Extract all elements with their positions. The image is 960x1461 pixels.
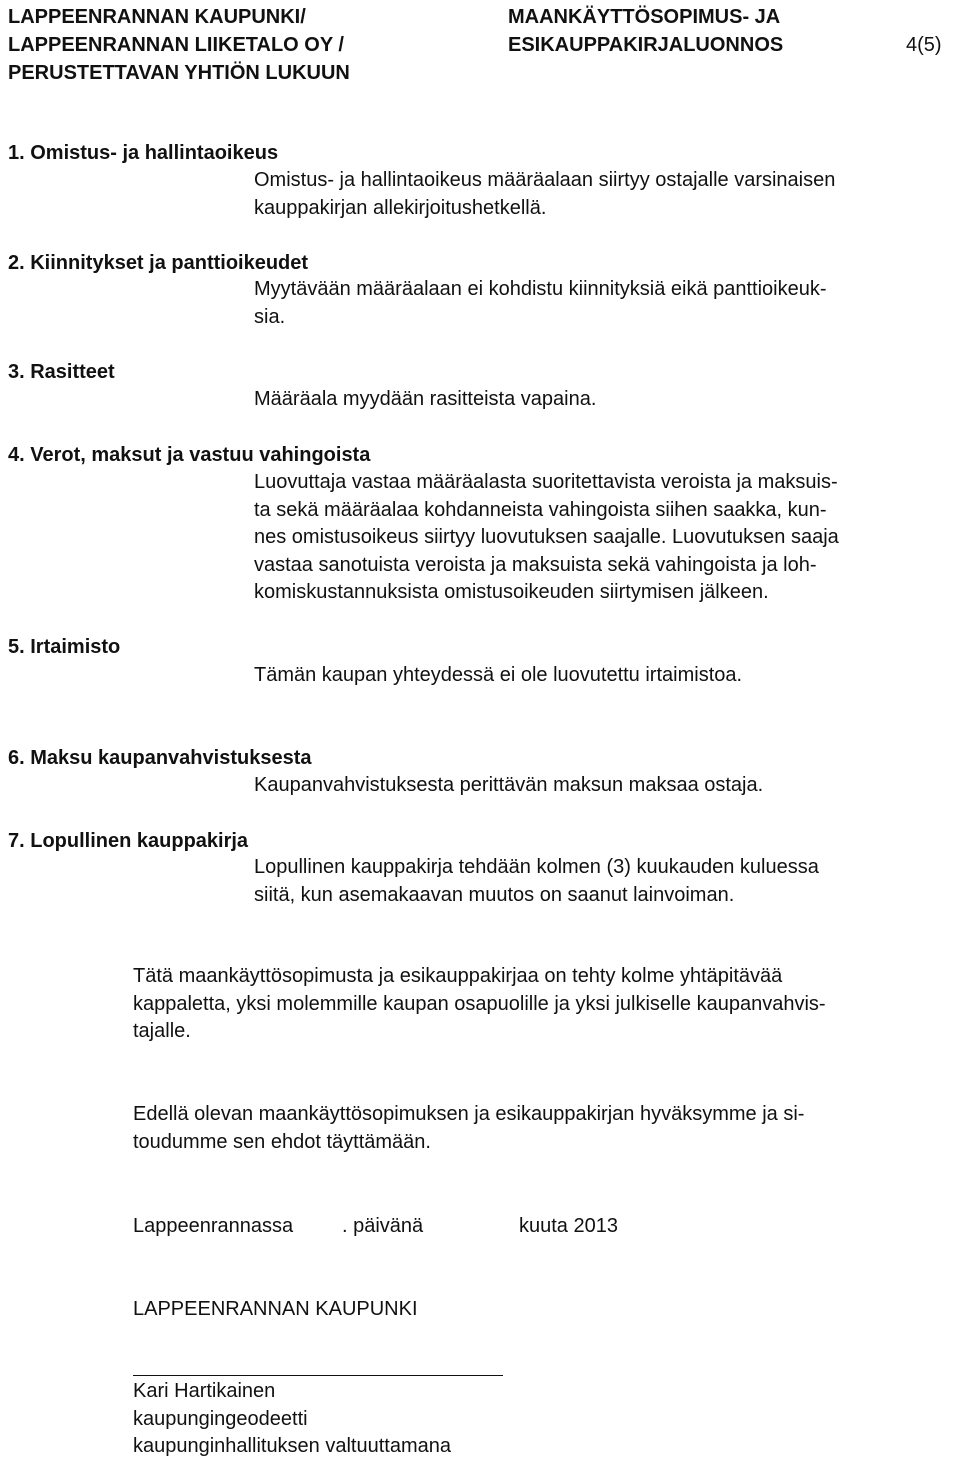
section-body bbox=[254, 386, 954, 414]
header-document-title bbox=[508, 3, 783, 59]
date-place: Lappeenrannassa bbox=[133, 1215, 294, 1237]
page-number: 4(5) bbox=[906, 34, 942, 56]
header-title-line: MAANKÄYTTÖSOPIMUS- JA bbox=[508, 6, 781, 28]
header-party-line: LAPPEENRANNAN LIIKETALO OY / bbox=[8, 34, 344, 56]
section-body bbox=[254, 662, 954, 690]
section-title: 1. Omistus- ja hallintaoikeus bbox=[8, 142, 279, 164]
closing-line: kappaletta, yksi molemmille kaupan osapuolille ja yksi julkiselle kaupanvahvis- bbox=[133, 992, 826, 1015]
section-body bbox=[254, 167, 954, 222]
section-title: 4. Verot, maksut ja vastuu vahingoista bbox=[8, 444, 371, 466]
body-line: Määräala myydään rasitteista vapaina. bbox=[254, 388, 597, 410]
section-body bbox=[254, 276, 954, 331]
header-party-line: LAPPEENRANNAN KAUPUNKI/ bbox=[8, 6, 306, 28]
signatory-authority: kaupunginhallituksen valtuuttamana bbox=[133, 1435, 451, 1457]
section-title: 3. Rasitteet bbox=[8, 361, 115, 383]
header-party-line: PERUSTETTAVAN YHTIÖN LUKUUN bbox=[8, 62, 350, 84]
section-body bbox=[254, 469, 954, 607]
section-title: 2. Kiinnitykset ja panttioikeudet bbox=[8, 252, 309, 274]
header-parties bbox=[8, 3, 350, 87]
signatory-title: kaupungingeodeetti bbox=[133, 1407, 308, 1430]
body-line: Kaupanvahvistuksesta perittävän maksun maksaa ostaja. bbox=[254, 774, 764, 796]
body-line: Lopullinen kauppakirja tehdään kolmen (3) kuukauden kuluessa bbox=[254, 856, 819, 878]
body-line: Omistus- ja hallintaoikeus määräalaan siirtyy ostajalle varsinaisen bbox=[254, 169, 836, 191]
body-line: komiskustannuksista omistusoikeuden siirtymisen jälkeen. bbox=[254, 581, 769, 603]
signatory-block bbox=[133, 1378, 451, 1461]
closing-line: toudumme sen ehdot täyttämään. bbox=[133, 1130, 431, 1153]
signatory-name: Kari Hartikainen bbox=[133, 1380, 276, 1402]
body-line: vastaa sanotuista veroista ja maksuista sekä vahingoista ja loh- bbox=[254, 553, 817, 576]
closing-line: Tätä maankäyttösopimusta ja esikauppakirjaa on tehty kolme yhtäpitävää bbox=[133, 965, 783, 987]
section-title: 7. Lopullinen kauppakirja bbox=[8, 830, 249, 852]
closing-line: tajalle. bbox=[133, 1020, 191, 1042]
section-title: 5. Irtaimisto bbox=[8, 636, 121, 658]
body-line: Myytävään määräalaan ei kohdistu kiinnityksiä eikä panttioikeuk- bbox=[254, 278, 827, 300]
body-line: Luovuttaja vastaa määräalasta suoritettavista veroista ja maksuis- bbox=[254, 471, 838, 493]
date-line bbox=[133, 1212, 618, 1240]
body-line: ta sekä määräalaa kohdanneista vahingoista siihen saakka, kun- bbox=[254, 498, 827, 521]
section-body bbox=[254, 854, 954, 909]
body-line: nes omistusoikeus siirtyy luovutuksen saajalle. Luovutuksen saaja bbox=[254, 526, 839, 548]
body-line: sia. bbox=[254, 305, 286, 328]
closing-paragraph bbox=[133, 1101, 953, 1156]
section-body bbox=[254, 772, 954, 800]
signature-line bbox=[133, 1375, 503, 1376]
body-line: siitä, kun asemakaavan muutos on saanut lainvoiman. bbox=[254, 883, 735, 906]
body-line: Tämän kaupan yhteydessä ei ole luovutettu irtaimistoa. bbox=[254, 664, 743, 686]
header-title-line: ESIKAUPPAKIRJALUONNOS bbox=[508, 34, 784, 56]
date-month-year: kuuta 2013 bbox=[519, 1215, 618, 1237]
closing-paragraph bbox=[133, 963, 953, 1046]
body-line: kauppakirjan allekirjoitushetkellä. bbox=[254, 196, 547, 219]
section-title: 6. Maksu kaupanvahvistuksesta bbox=[8, 747, 312, 769]
closing-line: Edellä olevan maankäyttösopimuksen ja esikauppakirjan hyväksymme ja si- bbox=[133, 1103, 805, 1125]
organization-name: LAPPEENRANNAN KAUPUNKI bbox=[133, 1298, 418, 1320]
date-day: . päivänä bbox=[342, 1215, 424, 1237]
